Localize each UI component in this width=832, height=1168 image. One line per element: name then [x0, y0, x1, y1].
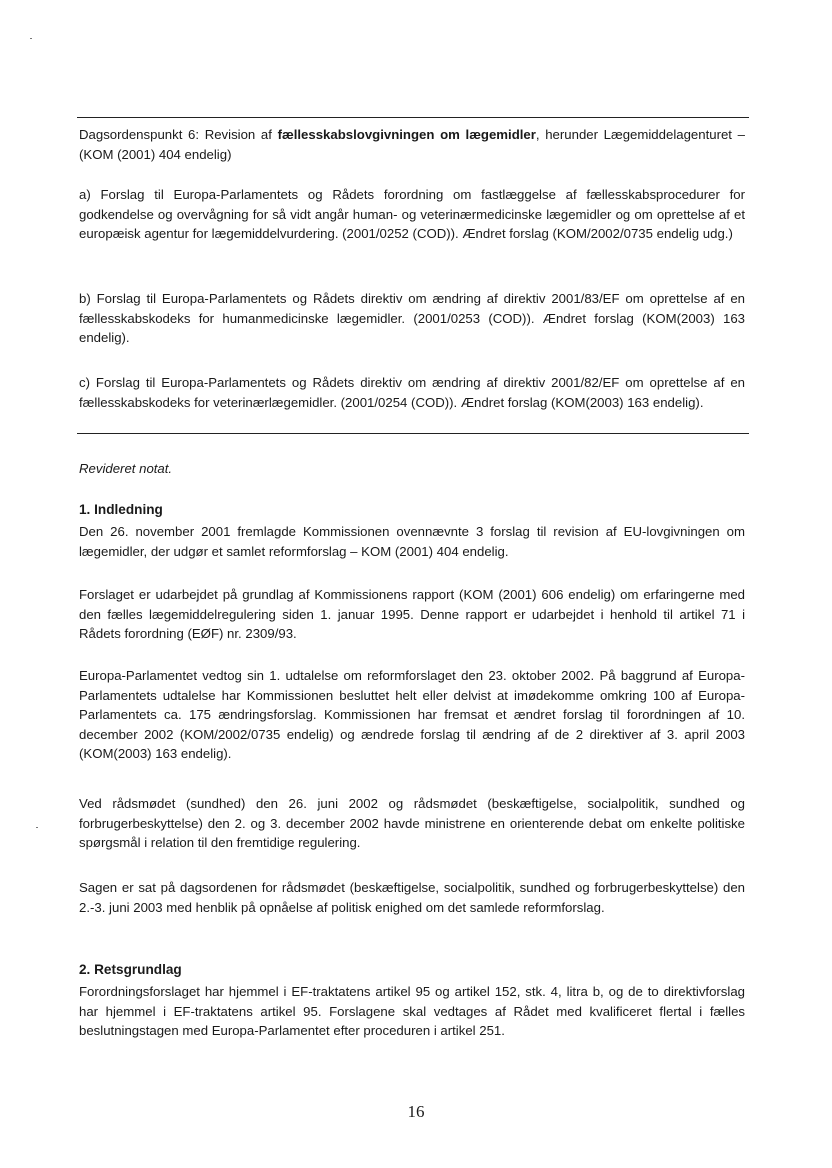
- proposal-c: c) Forslag til Europa-Parlamentets og Rådets direktiv om ændring af direktiv 2001/82/EF om oprettelse af en fællesskabskodeks for veterinærlægemidler. (2001/0254 (COD)). Ændret forslag (KOM(2003) 163 endelig).: [79, 375, 745, 410]
- scan-speck: [36, 827, 38, 828]
- proposal-a: a) Forslag til Europa-Parlamentets og Rådets forordning om fastlæggelse af fællesskabsprocedurer for godkendelse og overvågning for så vidt angår human- og veterinærmedicinske lægemidler og om oprettelse af et europæisk agentur for lægemiddelvurdering. (2001/0252 (COD)). Ændret forslag (KOM/2002/0735 endelig udg.): [79, 187, 745, 241]
- proposal-b: b) Forslag til Europa-Parlamentets og Rådets direktiv om ændring af direktiv 2001/83/EF om oprettelse af en fællesskabskodeks for humanmedicinske lægemidler. (2001/0253 (COD)). Ændret forslag (KOM(2003) 163 endelig).: [79, 291, 745, 345]
- page-number: 16: [407, 1102, 425, 1121]
- box-top-rule: [77, 117, 749, 118]
- note-label: Revideret notat.: [79, 461, 173, 476]
- agenda-suffix: , herunder Lægemiddelagenturet – (KOM (2001) 404 endelig): [79, 127, 745, 162]
- paragraph: Forordningsforslaget har hjemmel i EF-traktatens artikel 95 og artikel 152, stk. 4, litra b, og de to direktivforslag har hjemmel i EF-traktatens artikel 95. Forslagene skal vedtages af Rådet med kvalificeret flertal i fælles beslutningstagen med Europa-Parlamentet efter proceduren i artikel 251.: [79, 984, 745, 1038]
- scan-speck: [30, 38, 32, 39]
- section-heading-indledning: 1. Indledning: [79, 502, 163, 517]
- agenda-bold-title: fællesskabslovgivningen om lægemidler: [277, 127, 536, 142]
- agenda-prefix: Dagsordenspunkt 6: Revision af: [79, 127, 278, 142]
- section-heading-retsgrundlag: 2. Retsgrundlag: [79, 962, 182, 977]
- paragraph: Forslaget er udarbejdet på grundlag af Kommissionens rapport (KOM (2001) 606 endelig) om erfaringerne med den fælles lægemiddelregulering siden 1. januar 1995. Denne rapport er udarbejdet i henhold til artikel 71 i Rådets forordning (EØF) nr. 2309/93.: [79, 587, 745, 641]
- box-bottom-rule: [77, 433, 749, 434]
- paragraph: Sagen er sat på dagsordenen for rådsmødet (beskæftigelse, socialpolitik, sundhed og forbrugerbeskyttelse) den 2.-3. juni 2003 med henblik på opnåelse af politisk enighed om det samlede reformforslag.: [79, 880, 745, 915]
- paragraph: Den 26. november 2001 fremlagde Kommissionen ovennævnte 3 forslag til revision af EU-lovgivningen om lægemidler, der udgør et samlet reformforslag – KOM (2001) 404 endelig.: [79, 524, 745, 559]
- paragraph: Europa-Parlamentet vedtog sin 1. udtalelse om reformforslaget den 23. oktober 2002. På baggrund af Europa-Parlamentets udtalelse har Kommissionen besluttet helt eller delvist at imødekomme omkring 100 af Europa-Parlamentets ca. 175 ændringsforslag. Kommissionen har fremsat et ændret forslag til forordningen af 10. december 2002 (KOM/2002/0735 endelig) og ændrede forslag til ændring af de 2 direktiver af 3. april 2003 (KOM(2003) 163 endelig).: [79, 668, 745, 761]
- agenda-item: [79, 125, 745, 164]
- paragraph: Ved rådsmødet (sundhed) den 26. juni 2002 og rådsmødet (beskæftigelse, socialpolitik, sundhed og forbrugerbeskyttelse) den 2. og 3. december 2002 havde ministrene en orienterende debat om enkelte politiske spørgsmål i relation til den fremtidige regulering.: [79, 796, 745, 850]
